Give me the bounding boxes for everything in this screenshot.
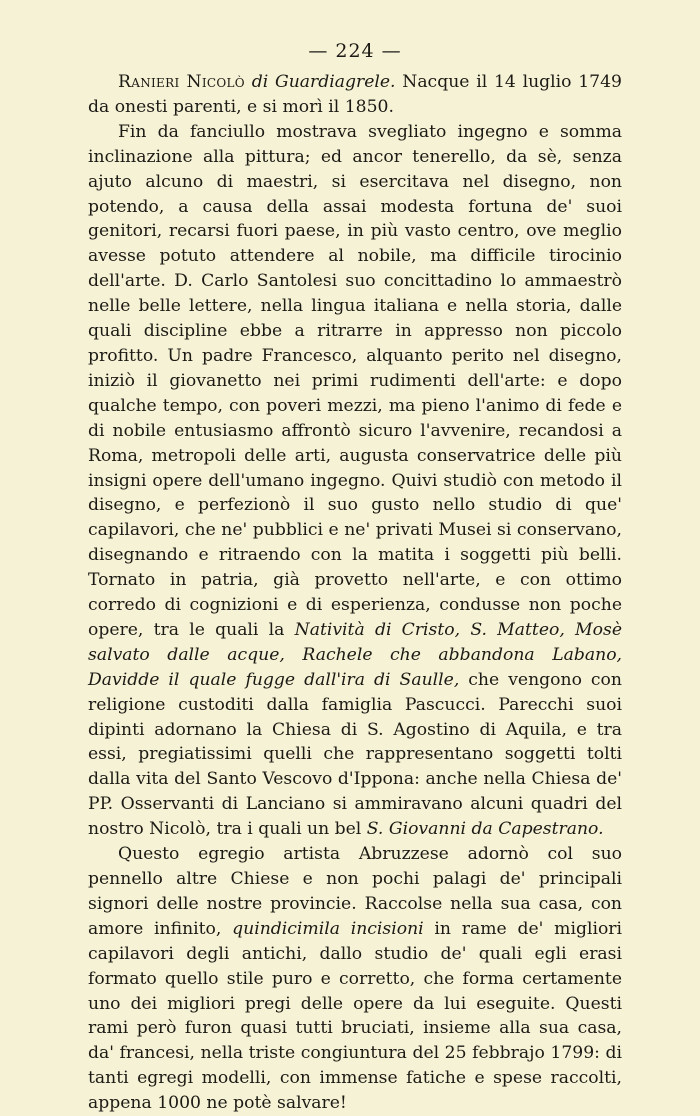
- artist-name: Ranieri Nicolò: [118, 72, 245, 92]
- entry-intro-text: Nacque il 14 luglio 1749 da onesti parenti, e si morì il 1850.: [88, 72, 622, 117]
- paragraph-text: Fin da fanciullo mostrava svegliato ingegno e somma inclinazione alla pittura; ed ancor tenerello, da sè, senza ajuto alcuno di maestri, si esercitava nel disegno, non potendo, a causa della assai modesta fortuna de' suoi genitori, recarsi fuori paese, in più vasto centro, ove meglio avesse potuto attendere al nobile, ma difficile tirocinio dell'arte. D. Carlo Santolesi suo concittadino lo ammaestrò nelle belle lettere, nella lingua italiana e nella storia, dalle quali discipline ebbe a ritrarre in appresso non piccolo profitto. Un padre Francesco, alquanto perito nel disegno, iniziò il giovanetto nei primi rudimenti dell'arte: e dopo qualche tempo, con poveri mezzi, ma pieno l'animo di fede e di nobile entusiasmo affrontò sicuro l'avvenire, recandosi a Roma, metropoli delle arti, augusta conservatrice delle più insigni opere dell'umano ingegno. Quivi studiò con metodo il disegno, e perfezionò il suo gusto nello studio di que' capilavori, che ne' pubblici e ne' privati Musei si conservano, disegnando e ritraendo con la matita i soggetti più belli. Tornato in patria, già provetto nell'arte, e con ottimo corredo di cognizioni e di esperienza, condusse non poche opere, tra le quali la: [88, 121, 622, 640]
- page-number: — 224 —: [308, 40, 402, 62]
- paragraph-early-life: [88, 120, 622, 842]
- paragraph-text: Questo egregio artista Abruzzese adornò col suo pennello altre Chiese e non pochi palagi de' principali signori delle nostre provincie. Raccolse nella sua casa, con amore infinito,: [88, 844, 622, 939]
- collection-italic: quindicimila incisioni: [232, 918, 424, 939]
- work-title-italic: S. Giovanni da Capestrano.: [366, 819, 604, 840]
- works-list-italic: Natività di Cristo, S. Matteo, Mosè salvato dalle acque, Rachele che abbandona Labano, Davidde il quale fugge dall'ira di Saulle,: [88, 619, 622, 690]
- paragraph-text: in rame de' migliori capilavori degli antichi, dallo studio de' quali egli erasi formato quello stile puro e corretto, che forma certamente uno dei migliori pregi delle opere da lui eseguite. Questi rami però furon quasi tutti bruciati, insieme alla sua casa, da' francesi, nella triste congiuntura del 25 febbrajo 1799: di tanti egregi modelli, con immense fatiche e spese raccolti, appena 1000 ne potè salvare!: [88, 918, 623, 1114]
- paragraph-entry-heading: [88, 70, 622, 120]
- body-text: [88, 70, 622, 1116]
- artist-birthplace: di Guardiagrele.: [251, 72, 396, 92]
- paragraph-text: che vengono con religione custoditi dalla famiglia Pascucci. Parecchi suoi dipinti adornano la Chiesa di S. Agostino di Aquila, e tra essi, pregiatissimi quelli che rappresentano soggetti tolti dalla vita del Santo Vescovo d'Ippona: anche nella Chiesa de' PP. Osservanti di Lanciano si ammiravano alcuni quadri del nostro Nicolò, tra i quali un bel: [88, 669, 622, 840]
- paragraph-collection: [88, 842, 622, 1116]
